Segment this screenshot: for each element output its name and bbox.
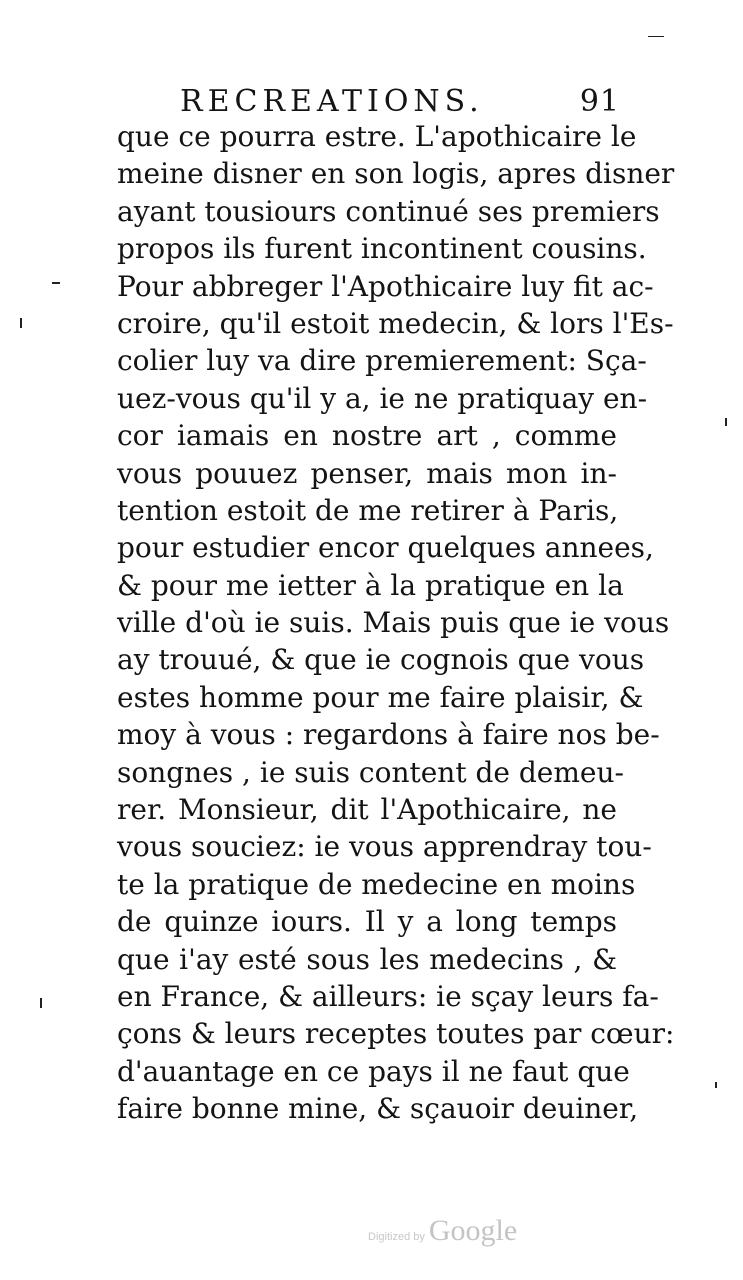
text-line: te la pratique de medecine en moins [117,867,636,901]
scan-speck [40,998,42,1008]
text-line: de quinze iours. Il y a long temps [117,905,617,939]
page-header [180,84,620,120]
text-line: rer. Monsieur, dit l'Apothicaire, ne [117,793,617,827]
text-line: propos ils furent incontinent cousins. [117,232,647,266]
text-line: tention estoit de me retirer à Paris, [117,493,619,527]
text-line: que i'ay esté sous les medecins , & [117,942,617,976]
text-line: estes homme pour me faire plaisir, & [117,680,644,714]
watermark-brand: Google [428,1214,518,1247]
scan-speck [20,318,22,328]
text-line: çons & leurs receptes toutes par cœur: [117,1017,675,1051]
text-line: que ce pourra estre. L'apothicaire le [117,120,637,153]
text-line: ville d'où ie suis. Mais puis que ie vous [117,606,670,640]
watermark-prefix: Digitized by [368,1231,425,1243]
scan-speck [715,1082,717,1088]
digitization-watermark [368,1214,517,1248]
text-line: vous souciez: ie vous apprendray tou- [117,830,652,864]
text-line: ay trouué, & que ie cognois que vous [117,643,645,677]
text-line: cor iamais en nostre art , comme [117,419,617,453]
text-line: faire bonne mine, & sçauoir deuiner, [117,1092,639,1126]
text-line: d'auantage en ce pays il ne faut que [117,1054,630,1088]
text-line: Pour abbreger l'Apothicaire luy fit ac- [117,269,654,303]
text-line: croire, qu'il estoit medecin, & lors l'Es- [117,306,674,340]
text-line: & pour me ietter à la pratique en la [117,568,624,602]
text-line: meine disner en son logis, apres disner [117,157,675,191]
text-line: pour estudier encor quelques annees, [117,531,654,565]
text-line: songnes , ie suis content de demeu- [117,755,624,789]
scan-speck [648,36,664,37]
text-line: vous pouuez penser, mais mon in- [117,456,617,490]
text-line: en France, & ailleurs: ie sçay leurs fa- [117,979,659,1013]
scan-speck [52,282,60,284]
body-text [117,118,675,1128]
text-line: uez-vous qu'il y a, ie ne pratiquay en- [117,381,648,415]
running-title: RECREATIONS. [180,84,484,119]
text-line: moy à vous : regardons à faire nos be- [117,718,660,752]
scan-speck [725,418,727,426]
text-line: colier luy va dire premierement: Sça- [117,344,647,378]
text-line: ayant tousiours continué ses premiers [117,194,660,228]
page-number: 91 [579,84,620,119]
